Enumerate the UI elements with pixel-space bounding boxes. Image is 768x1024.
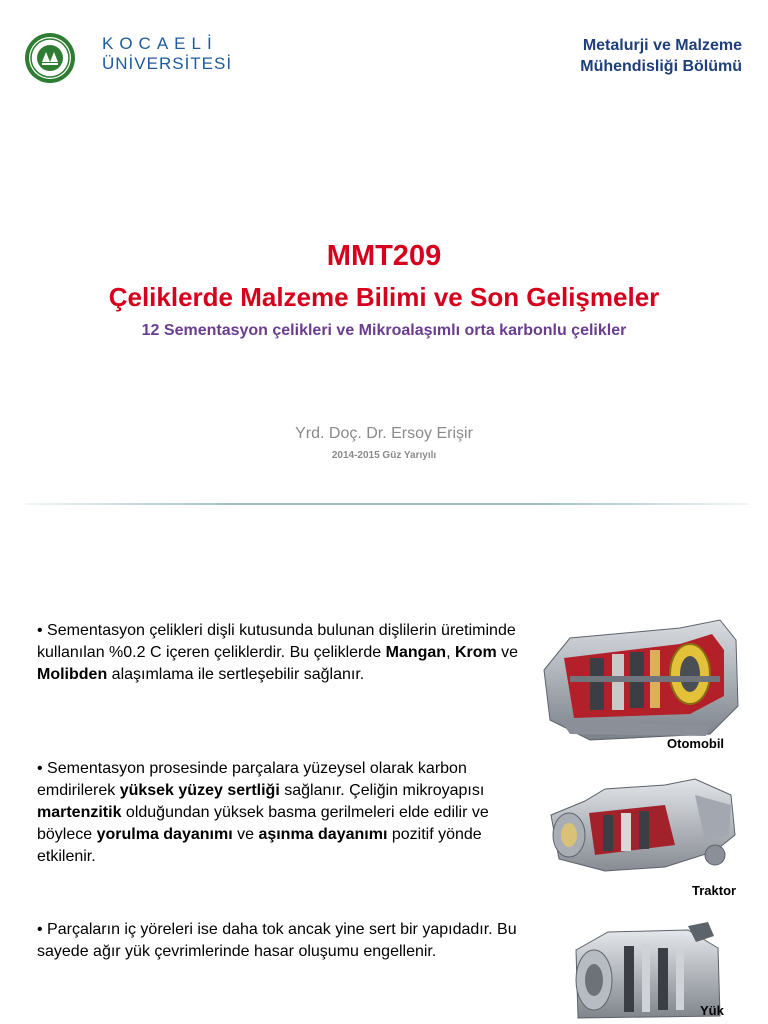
emphasis-text: yüksek yüzey sertliği — [119, 782, 280, 799]
tractor-transmission-image — [545, 775, 740, 880]
academic-term: 2014-2015 Güz Yarıyılı — [331, 450, 437, 461]
emphasis-text: aşınma dayanımı — [258, 826, 388, 843]
text-run: ve — [232, 826, 259, 843]
university-seal-logo — [24, 32, 76, 84]
text-run: , — [446, 644, 455, 661]
text-run: ve — [496, 644, 519, 661]
image-caption: Otomobil — [667, 736, 725, 751]
image-caption: Traktor — [692, 883, 737, 898]
text-run: prosesinde parçalara yüzeysel olarak karbon emdirilerek — [37, 760, 467, 799]
bullet-point-1 — [37, 620, 527, 686]
text-run: • Sementasyon — [37, 760, 150, 777]
image-caption: Yük — [700, 1003, 724, 1018]
department-name — [580, 36, 742, 78]
emphasis-text: Krom — [454, 644, 497, 661]
department-name-line2: Mühendisliği Bölümü — [580, 57, 742, 75]
text-run: olduğundan yüksek basma gerilmeleri elde edilir ve böylece — [37, 804, 489, 843]
emphasis-text: Molibden — [37, 666, 108, 683]
emphasis-text: Mangan — [385, 644, 447, 661]
bullet-point-3 — [37, 919, 527, 963]
text-run: çelikleri dişli kutusunda bulunan dişlilerin üretiminde kullanılan %0.2 C içeren çeliklerdir. Bu çeliklerde — [37, 622, 516, 661]
course-title: Çeliklerde Malzeme Bilimi ve Son Gelişmeler — [108, 282, 660, 312]
university-name — [102, 34, 232, 73]
university-name-line1: KOCAELİ — [102, 34, 218, 53]
university-name-line2: ÜNİVERSİTESİ — [102, 53, 233, 73]
text-run: • Sementasyon — [37, 622, 150, 639]
emphasis-text: martenzitik — [37, 804, 122, 821]
divider-line — [25, 503, 750, 505]
author-name: Yrd. Doç. Dr. Ersoy Erişir — [295, 425, 473, 442]
department-name-line1: Metalurji ve Malzeme — [582, 37, 742, 54]
text-run: sağlanır. Çeliğin mikroyapısı — [279, 782, 485, 799]
text-run: pozitif yönde etkilenir. — [37, 826, 482, 865]
bullet-point-2 — [37, 758, 527, 868]
text-run: alaşımlama ile sertleşebilir sağlanır. — [107, 666, 365, 683]
content-slide — [0, 580, 768, 1024]
course-code: MMT209 — [326, 240, 442, 272]
lecture-subtitle: 12 Sementasyon çelikleri ve Mikroalaşımlı orta karbonlu çelikler — [141, 322, 627, 339]
emphasis-text: yorulma dayanımı — [96, 826, 233, 843]
text-run: • Parçaların iç yöreleri ise daha tok ancak yine sert bir yapıdadır. Bu sayede ağır yük çevrimlerinde hasar oluşumu engellenir. — [37, 921, 517, 960]
car-gearbox-image — [530, 610, 748, 750]
